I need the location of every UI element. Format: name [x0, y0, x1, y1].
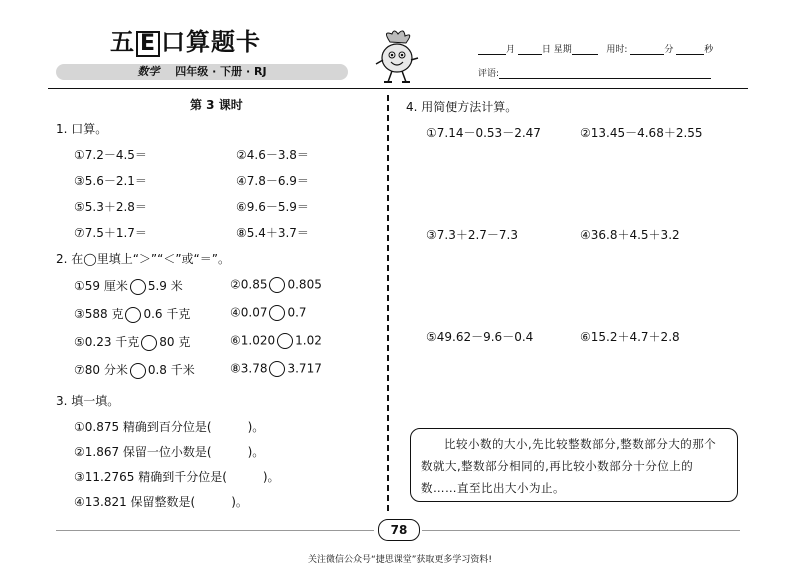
compare-left: ④0.07: [230, 305, 268, 320]
compare-item: [74, 277, 183, 295]
fill-item[interactable]: ①0.875 精确到百分位是( )。: [74, 420, 265, 434]
compare-item: [230, 277, 322, 293]
calc-item: ⑥15.2＋4.7＋2.8: [580, 330, 680, 344]
compare-item: [74, 305, 190, 323]
compare-item: [74, 333, 190, 351]
compare-item: [230, 305, 307, 321]
calc-item: ③7.3＋2.7－7.3: [426, 228, 519, 242]
compare-circle[interactable]: [277, 333, 293, 349]
compare-left: ⑤0.23 千克: [74, 335, 140, 349]
column-divider: [387, 95, 389, 511]
compare-left: ③588 克: [74, 307, 124, 321]
radish-mascot-icon: [372, 28, 422, 86]
comment-label: 评语:: [478, 69, 500, 79]
compare-right: 0.805: [287, 277, 322, 292]
brand-prefix: 五: [110, 28, 135, 56]
tip-box: 比较小数的大小,先比较整数部分,整数部分大的那个数就大,整数部分相同的,再比较小数部分十分位上的数……直至比出大小为止。: [410, 428, 738, 502]
date-row: [478, 42, 713, 55]
comment-blank[interactable]: [499, 69, 711, 79]
compare-circle[interactable]: [125, 307, 141, 323]
compare-right: 5.9 米: [147, 279, 183, 293]
subject-bar: [56, 64, 348, 80]
subject-label: 数学: [137, 65, 160, 78]
calc-item: ⑤49.62－9.6－0.4: [426, 330, 534, 344]
section3-title: 3. 填一填。: [56, 394, 120, 408]
compare-right: 3.717: [287, 361, 322, 376]
oral-item: ④7.8－6.9＝: [236, 174, 309, 188]
grade-label: 四年级 · 下册 · RJ: [175, 65, 267, 78]
page-number: 78: [378, 519, 420, 541]
time-used-label: 用时:: [606, 45, 628, 55]
fill-item[interactable]: ③11.2765 精确到千分位是( )。: [74, 470, 280, 484]
seconds-blank[interactable]: [676, 45, 704, 55]
seconds-label: 秒: [704, 45, 714, 55]
compare-left: ⑧3.78: [230, 361, 268, 376]
minutes-blank[interactable]: [630, 45, 664, 55]
compare-item: [230, 333, 322, 349]
month-label: 月: [506, 45, 516, 55]
compare-item: [74, 361, 195, 379]
compare-item: [230, 361, 322, 377]
compare-right: 0.7: [287, 305, 307, 320]
fill-item[interactable]: ④13.821 保留整数是( )。: [74, 495, 248, 509]
section1-title: 1. 口算。: [56, 122, 108, 136]
oral-item: ②4.6－3.8＝: [236, 148, 309, 162]
brand-suffix: 口算题卡: [161, 28, 262, 56]
oral-item: ①7.2－4.5＝: [74, 148, 147, 162]
oral-item: ③5.6－2.1＝: [74, 174, 147, 188]
calc-item: ①7.14－0.53－2.47: [426, 126, 541, 140]
footer-line-left: [56, 530, 374, 531]
comment-row: [478, 66, 711, 79]
lesson-title: 第 3 课时: [190, 98, 243, 112]
section2-title: 2. 在◯里填上“＞”“＜”或“＝”。: [56, 252, 230, 266]
compare-right: 1.02: [295, 333, 322, 348]
compare-left: ①59 厘米: [74, 279, 128, 293]
compare-left: ⑦80 分米: [74, 363, 128, 377]
compare-circle[interactable]: [269, 277, 285, 293]
day-blank[interactable]: [518, 45, 542, 55]
calc-item: ④36.8＋4.5＋3.2: [580, 228, 680, 242]
section4-title: 4. 用简便方法计算。: [406, 100, 518, 114]
oral-item: ⑦7.5＋1.7＝: [74, 226, 147, 240]
compare-circle[interactable]: [141, 335, 157, 351]
fill-item[interactable]: ②1.867 保留一位小数是( )。: [74, 445, 265, 459]
day-label: 日: [541, 45, 551, 55]
compare-right: 0.8 千米: [147, 363, 195, 377]
weekday-blank[interactable]: [572, 45, 598, 55]
oral-item: ⑥9.6－5.9＝: [236, 200, 309, 214]
compare-circle[interactable]: [269, 305, 285, 321]
footer-note: 关注微信公众号“捷思课堂”获取更多学习资料!: [308, 555, 492, 565]
minutes-label: 分: [664, 45, 674, 55]
compare-left: ②0.85: [230, 277, 268, 292]
brand-title: [110, 22, 261, 57]
compare-left: ⑥1.020: [230, 333, 276, 348]
weekday-label: 星期: [553, 45, 572, 55]
oral-item: ⑧5.4＋3.7＝: [236, 226, 309, 240]
month-blank[interactable]: [478, 45, 506, 55]
brand-e-logo: E: [136, 31, 160, 57]
compare-circle[interactable]: [269, 361, 285, 377]
compare-right: 0.6 千克: [143, 307, 191, 321]
header-divider: [48, 88, 748, 89]
footer-line-right: [422, 530, 740, 531]
compare-circle[interactable]: [130, 363, 146, 379]
calc-item: ②13.45－4.68＋2.55: [580, 126, 703, 140]
oral-item: ⑤5.3＋2.8＝: [74, 200, 147, 214]
compare-circle[interactable]: [130, 279, 146, 295]
compare-right: 80 克: [159, 335, 191, 349]
